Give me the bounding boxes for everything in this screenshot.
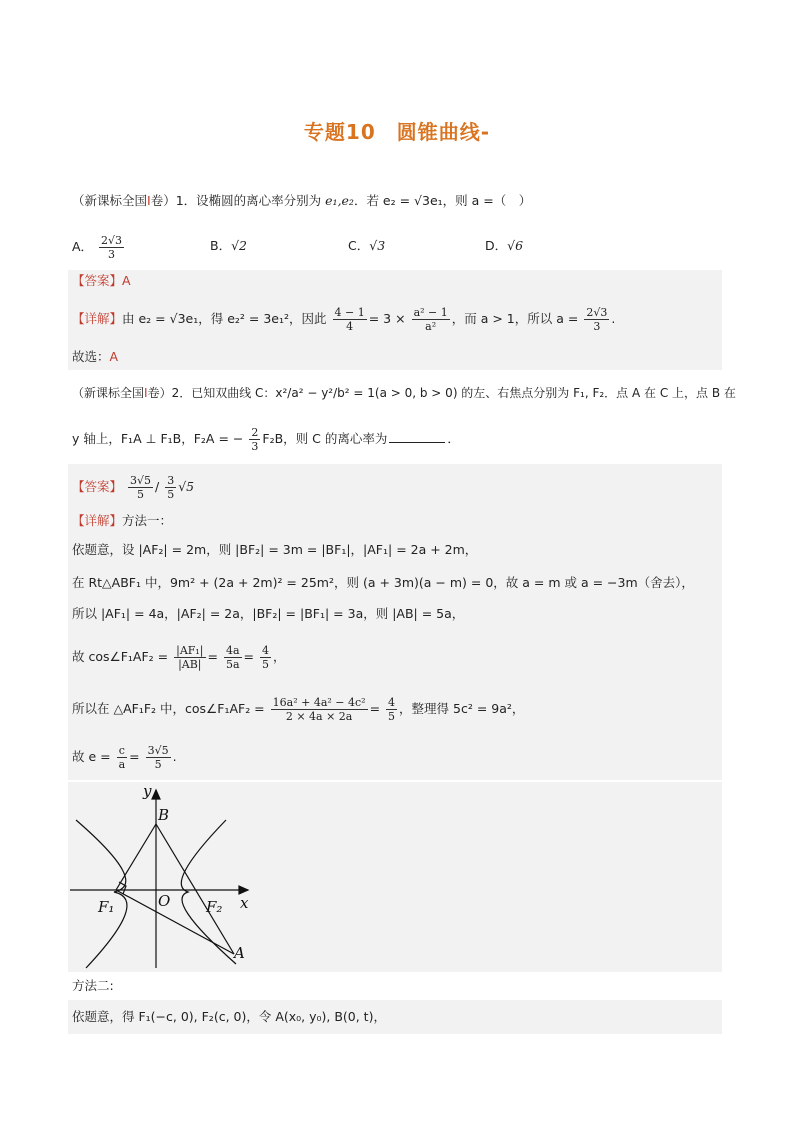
option-a-fraction: $\frac{2√3}{3}$ xyxy=(101,234,123,261)
q2-stem-line2: y 轴上，F₁A ⊥ F₁B，F₂A = − $\frac{2}{3}$ F₂B，则 C 的离心率为 ． xyxy=(72,426,460,453)
q2-step-4: 故 cos∠F₁AF₂ = $\frac{\text{|AF₁|}}{|AB|}$ = $\frac{4a}{5a}$ = $\frac{4}{5}$ ， xyxy=(72,644,286,671)
label-b: B xyxy=(158,806,170,824)
option-b[interactable]: B．√2 xyxy=(210,238,247,253)
label-y: y xyxy=(143,782,152,800)
page-title: 专题10 圆锥曲线- xyxy=(303,120,491,144)
q2-step-5: 所以在 △AF₁F₂ 中，cos∠F₁AF₂ = $\frac{\text{16a² + 4a² − 4c²}}{2 \times 4a \times 2a}$ = $\frac{4}{5}$ ，整理得 5c² = 9a²， xyxy=(72,696,525,723)
label-f1: F₁ xyxy=(98,898,115,916)
q2-detail-header: 【详解】方法一： xyxy=(72,513,173,528)
label-o: O xyxy=(158,892,171,910)
label-f2: F₂ xyxy=(206,898,223,916)
option-a[interactable]: A． $\frac{2√3}{3}$ xyxy=(72,234,123,261)
q2-step-2: 在 Rt△ABF₁ 中，9m² + (2a + 2m)² = 25m²，则 (a + 3m)(a − m) = 0，故 a = m 或 a = −3m（舍去）， xyxy=(72,575,694,590)
q2-step-6: 故 e = $\frac{c}{a}$ = $\frac{3√5}{5}$ . xyxy=(72,744,177,771)
left-branch xyxy=(76,820,127,968)
option-d[interactable]: D．√6 xyxy=(485,238,524,253)
q2-stem-line1: （新课标全国I卷）2．已知双曲线 C：x²/a² − y²/b² = 1(a > 0, b > 0) 的左、右焦点分别为 F₁, F₂．点 A 在 C 上，点 B 在 xyxy=(72,386,736,400)
label-a: A xyxy=(234,944,245,962)
label-x: x xyxy=(240,894,249,912)
hyperbola-diagram xyxy=(68,782,722,972)
segment-f1-b xyxy=(116,824,156,890)
x-axis-arrow xyxy=(239,886,248,894)
q2-method2-header: 方法二: xyxy=(72,978,114,993)
q2-step-3: 所以 |AF₁| = 4a，|AF₂| = 2a，|BF₂| = |BF₁| = 3a，则 |AB| = 5a， xyxy=(72,606,465,621)
hyperbola-figure xyxy=(68,782,722,972)
right-branch xyxy=(181,820,236,964)
q2-answer: 【答案】 $\frac{3√5}{5}$ / $\frac{3}{5}$ √5 xyxy=(72,474,195,501)
q1-choice: 故选：A xyxy=(72,349,119,364)
q2-step-1: 依题意，设 |AF₂| = 2m，则 |BF₂| = 3m = |BF₁|，|AF₁| = 2a + 2m， xyxy=(72,542,478,557)
option-c[interactable]: C．√3 xyxy=(348,238,386,253)
segment-b-a xyxy=(156,824,234,954)
q1-detail: 【详解】由 e₂ = √3e₁，得 e₂² = 3e₁²，因此 $\frac{4 - 1}{4}$ = 3 × $\frac{\text{a² − 1}}{\text{a²}}$ ，而 a > 1，所以 a = $\frac{2√3}{3}$ . xyxy=(72,306,616,333)
answer-blank xyxy=(389,442,445,443)
q1-stem: （新课标全国I卷）1．设椭圆的离心率分别为 e₁,e₂．若 e₂ = √3e₁，则 a =（ ） xyxy=(72,193,532,208)
y-axis-arrow xyxy=(152,790,160,799)
q2-method2-step: 依题意，得 F₁(−c, 0), F₂(c, 0)，令 A(x₀, y₀), B(0, t)， xyxy=(72,1009,386,1024)
q1-answer: 【答案】A xyxy=(72,273,131,288)
